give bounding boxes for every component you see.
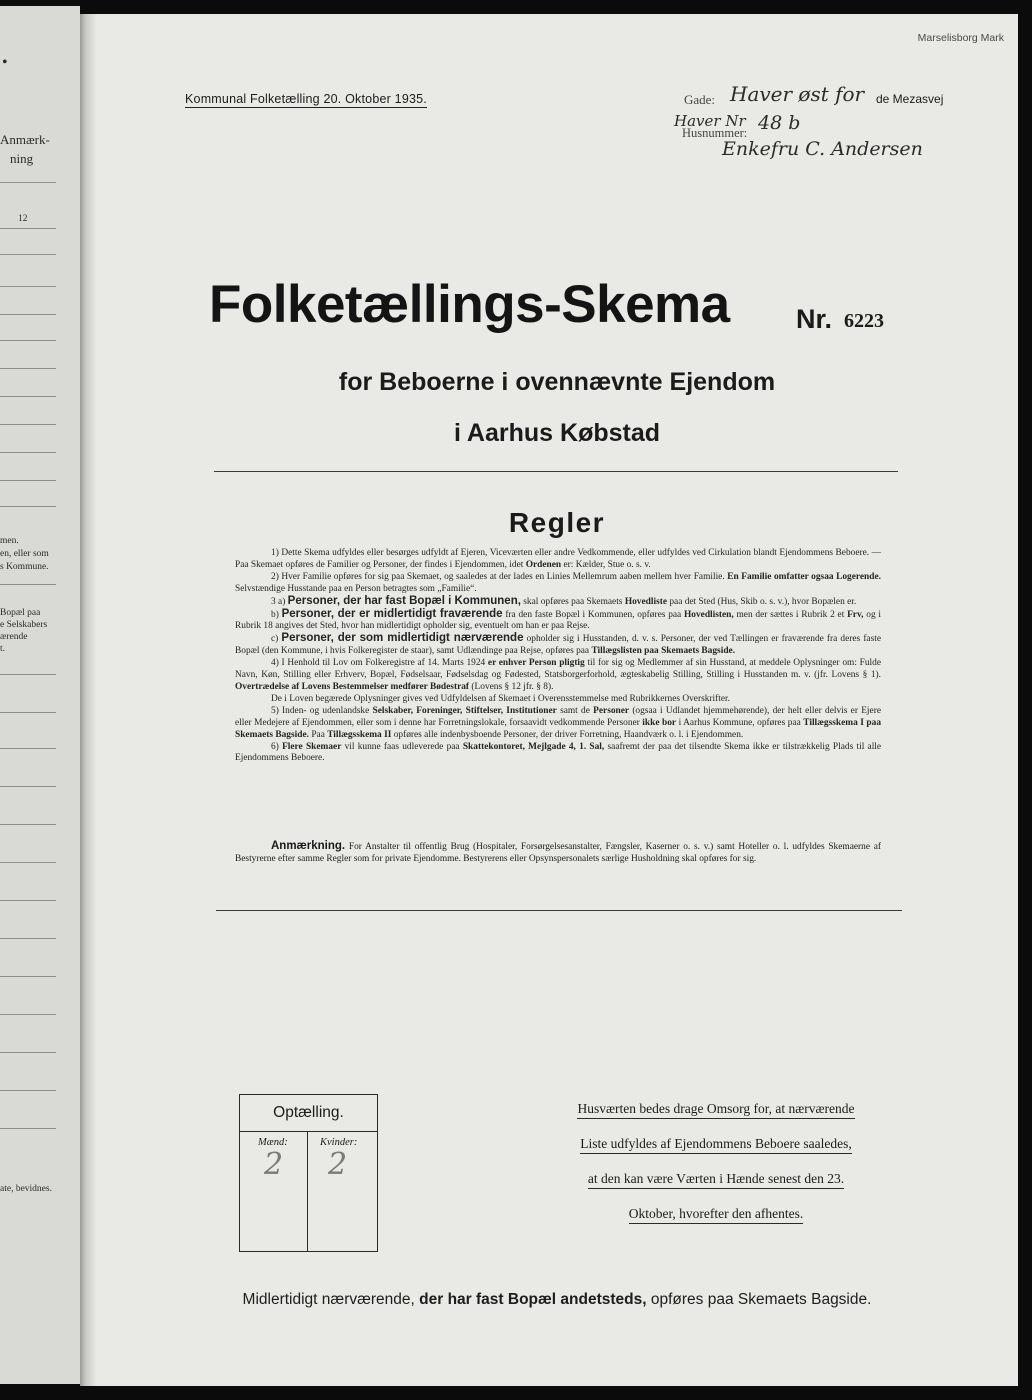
remark-text: For Anstalter til offentlig Brug (Hospitaler, Forsørgelsesanstalter, Fængsler, Kaserner o. s. v.) samt Hoteller o. l. udfyldes Skemaerne af Bestyrerne efter samme Regler som for private Ejendomme. Bestyrerens eller Opsynspersonalets særlige Husholdning skal opføres for sig. bbox=[235, 842, 882, 864]
count-box-column-divider bbox=[307, 1131, 308, 1251]
adjacent-text-fragment: ærende bbox=[0, 632, 28, 642]
adjacent-remark-header-1: Anmærk- bbox=[0, 132, 50, 147]
rule-6: 6) Flere Skemaer vil kunne faas udleverede paa Skattekontoret, Mejlgade 4, 1. Sal, saafremt der paa det tilsendte Skema ikke er tilstrækkelig Plads til alle Ejendommens Beboere. bbox=[235, 741, 882, 764]
census-date-line: Kommunal Folketælling 20. Oktober 1935. bbox=[185, 92, 427, 106]
divider bbox=[0, 938, 56, 939]
remark-paragraph bbox=[235, 841, 881, 866]
divider bbox=[0, 340, 56, 341]
house-handwritten-prefix: Haver Nr bbox=[674, 112, 746, 130]
divider bbox=[0, 584, 56, 585]
footer-instruction: Midlertidigt nærværende, der har fast Bopæl andetsteds, opføres paa Skemaets Bagside. bbox=[242, 1291, 872, 1308]
census-form-page bbox=[96, 14, 1018, 1386]
divider bbox=[0, 824, 56, 825]
divider bbox=[0, 674, 56, 675]
adjacent-page-fragment bbox=[0, 6, 80, 1384]
rule-3a: 3 a) Personer, der har fast Bopæl i Kommunen, skal opføres paa Skemaets Hovedliste paa det Sted (Hus, Skib o. s. v.), hvor Bopælen er. bbox=[271, 594, 857, 607]
adjacent-column-number: 12 bbox=[18, 214, 28, 224]
rules-heading: Regler bbox=[508, 507, 606, 538]
adjacent-text-fragment: men. bbox=[0, 536, 19, 546]
adjacent-text-fragment: Bopæl paa bbox=[0, 608, 41, 618]
horizontal-rule bbox=[214, 471, 898, 472]
page-fold-shadow bbox=[80, 14, 96, 1386]
rule-1: 1) Dette Skema udfyldes eller besørges udfyldt af Ejeren, Viceværten eller andre Vedkommende, eller udfyldes ved Cirkulation blandt Ejendommens Beboere. — Paa Skemaet opføres de Familier og Personer, der findes i Ejendommen, idet Ordenen er: Kælder, Stue o. s. v. bbox=[235, 548, 881, 570]
house-number-handwritten: 48 b bbox=[758, 112, 801, 134]
divider bbox=[0, 1128, 56, 1129]
divider bbox=[0, 1090, 56, 1091]
form-subtitle-1: for Beboerne i ovennævnte Ejendom bbox=[338, 368, 776, 396]
divider bbox=[0, 424, 56, 425]
street-label: Gade: bbox=[684, 92, 716, 107]
divider bbox=[0, 900, 56, 901]
street-printed-suffix: de Mezasvej bbox=[876, 92, 944, 106]
landlord-notice-line-2: Liste udfyldes af Ejendommens Beboere saaledes, bbox=[536, 1136, 896, 1152]
adjacent-text-fragment: en, eller som bbox=[0, 549, 49, 559]
women-count-handwritten: 2 bbox=[328, 1147, 348, 1182]
women-label: Kvinder: bbox=[320, 1137, 358, 1148]
divider bbox=[0, 748, 56, 749]
bullet-mark: • bbox=[2, 54, 8, 71]
divider bbox=[0, 368, 56, 369]
rule-4: 4) I Henhold til Lov om Folkeregistre af 14. Marts 1924 er enhver Person pligtig til for sig og Medlemmer af sin Husstand, at meddele Oplysninger om: Fulde Navn, Køn, Stilling eller Erhverv, Bopæl, Fødselsaar, Fødselsdag og Fødested, Statsborgerforhold, ægteskabelig Stilling, Stilling i Husstanden m. v. (jfr. Lovens § 1). Overtrædelse af Lovens Bestemmelser medfører Bødestraf (Lovens § 12 jfr. § 8). bbox=[235, 658, 881, 692]
occupant-handwritten: Enkefru C. Andersen bbox=[722, 138, 923, 160]
men-count-handwritten: 2 bbox=[264, 1147, 284, 1182]
divider bbox=[0, 1052, 56, 1053]
divider bbox=[0, 396, 56, 397]
men-label: Mænd: bbox=[258, 1137, 288, 1148]
street-handwritten-entry: Haver øst for bbox=[730, 82, 865, 106]
divider bbox=[0, 228, 56, 229]
divider bbox=[0, 452, 56, 453]
district-stamp: Marselisborg Mark bbox=[917, 32, 1004, 44]
landlord-notice-line-1: Husværten bedes drage Omsorg for, at nærværende bbox=[536, 1101, 896, 1117]
house-number-label: Husnummer: bbox=[682, 126, 748, 140]
form-number-value: 6223 bbox=[844, 310, 884, 332]
rules-body bbox=[235, 548, 881, 765]
count-box bbox=[239, 1094, 378, 1252]
divider bbox=[0, 1014, 56, 1015]
adjacent-text-fragment: e Selskabers bbox=[0, 620, 48, 630]
adjacent-text-fragment: ate, bevidnes. bbox=[0, 1184, 52, 1194]
rule-5: 5) Inden- og udenlandske Selskaber, Foreninger, Stiftelser, Institutioner samt de Personer (ogsaa i Udlandet hjemmehørende), der helt eller delvis er Ejere eller Medejere af Ejendommen, eller som i denne har Forretningslokale, forsaavidt vedkommende Personer ikke bor i Aarhus Kommune, opføres paa Tillægsskema I paa Skemaets Bagside. Paa Tillægsskema II opføres alle indenbysboende Personer, der driver Forretning, Haandværk o. l. i Ejendommen. bbox=[235, 705, 882, 740]
landlord-notice-line-3: at den kan være Værten i Hænde senest den 23. bbox=[536, 1171, 896, 1187]
form-title: Folketællings-Skema bbox=[209, 275, 730, 334]
landlord-notice-line-4: Oktober, hvorefter den afhentes. bbox=[536, 1206, 896, 1222]
count-box-title: Optælling. bbox=[273, 1104, 344, 1121]
rule-2: 2) Hver Familie opføres for sig paa Skemaet, og saaledes at der lades en Linies Mellemrum aaben mellem hver Familie. En Familie omfatter ogsaa Logerende. Selvstændige Husstande paa en Person betragtes som „Familie“. bbox=[235, 571, 881, 594]
adjacent-text-fragment: s Kommune. bbox=[0, 562, 49, 572]
count-box-divider bbox=[240, 1131, 377, 1132]
adjacent-remark-header-2: ning bbox=[10, 151, 34, 166]
form-number-label: Nr. bbox=[796, 304, 833, 334]
remark-label: Anmærkning. bbox=[271, 840, 346, 852]
divider bbox=[0, 786, 56, 787]
divider bbox=[0, 314, 56, 315]
divider bbox=[0, 480, 56, 481]
divider bbox=[0, 976, 56, 977]
divider bbox=[0, 286, 56, 287]
rule-3c: c) Personer, der som midlertidigt nærværende opholder sig i Husstanden, d. v. s. Personer, der ved Tællingen er fraværende fra deres faste Bopæl (den Kommune, i hvis Folkeregister de staar), samt Udlændinge paa Rejse, opføres paa Tillægslisten paa Skemaets Bagside. bbox=[235, 632, 882, 657]
divider bbox=[0, 506, 56, 507]
horizontal-rule bbox=[216, 910, 902, 911]
rule-3b: b) Personer, der er midlertidigt fraværende fra den faste Bopæl i Kommunen, opføres paa Hovedlisten, men der sættes i Rubrik 2 et Frv, og i Rubrik 18 angives det Sted, hvor han midlertidigt opholder sig, eventuelt om han er paa Rejse. bbox=[235, 607, 882, 632]
divider bbox=[0, 254, 56, 255]
divider bbox=[0, 862, 56, 863]
adjacent-text-fragment: t. bbox=[0, 644, 6, 654]
rule-4-note: De i Loven begærede Oplysninger gives ved Udfyldelsen af Skemaet i Overensstemmelse med Rubrikkernes Overskrifter. bbox=[271, 693, 730, 704]
divider bbox=[0, 182, 56, 183]
form-subtitle-2: i Aarhus Købstad bbox=[453, 419, 661, 447]
divider bbox=[0, 712, 56, 713]
